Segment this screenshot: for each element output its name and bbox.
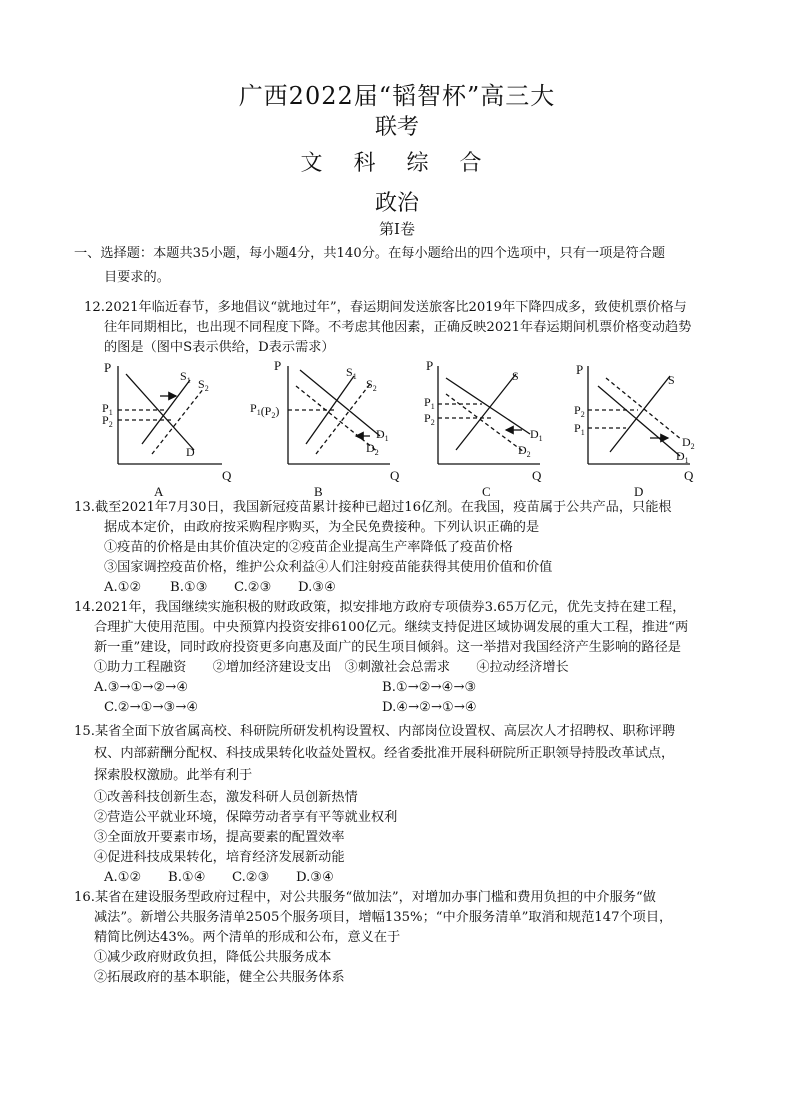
question-14-line: 合理扩大使用范围。中央预算内投资安排6100亿元。继续支持促进区域协调发展的重大工程，推进“两: [94, 620, 689, 635]
exam-title-line2: 联考: [374, 115, 419, 140]
option-b: B.①③: [170, 580, 208, 595]
question-12-line: 的图是（图中S表示供给，D表示需求）: [104, 340, 335, 355]
question-14-line: 14.2021年，我国继续实施积极的财政政策，拟安排地方政府专项债券3.65万亿元，优先支持在建工程，: [74, 600, 686, 615]
axis-p-d: P: [576, 362, 584, 377]
svg-text:P2: $P_2$: [102, 413, 113, 429]
question-13-line: ①疫苗的价格是由其价值决定的②疫苗企业提高生产率降低了疫苗价格: [104, 540, 513, 555]
graph-d: [588, 366, 690, 464]
svg-text:P2: $P_2$: [424, 411, 435, 427]
question-12-line: 往年同期相比，也出现不同程度下降。不考虑其他因素，正确反映2021年春运期间机票价格变动趋势: [104, 320, 692, 335]
part-title: 第Ⅰ卷: [379, 220, 415, 238]
graph-c-label: C: [482, 484, 491, 499]
instructions-line: 一、选择题：本题共35小题，每小题4分，共140分。在每小题给出的四个选项中，只有一项是符合题: [74, 246, 666, 261]
axis-q-a: Q: [222, 468, 232, 483]
graph-b-label: B: [314, 484, 323, 499]
question-16-line: 减法”。新增公共服务清单2505个服务项目，增幅135%；“中介服务清单”取消和规范147个项目，: [94, 910, 673, 925]
option-c: C.②③: [234, 580, 272, 595]
option-a: A.①②: [104, 870, 142, 885]
svg-text:P1(P2): $P_1(P_2)$: [250, 401, 280, 420]
svg-text:D: D: [186, 445, 195, 459]
axis-p-b: P: [274, 358, 282, 373]
axis-q-c: Q: [532, 468, 542, 483]
question-16-line: 精简比例达43%。两个清单的形成和公布，意义在于: [94, 930, 401, 945]
option-b: B.①→②→④→③: [382, 680, 477, 695]
exam-title: 广西2022届“韬智杯”高三大: [238, 82, 556, 110]
svg-text:D2: $D_2$: [518, 443, 531, 459]
axis-q-b: Q: [390, 468, 400, 483]
svg-text:D1: $D_1$: [376, 427, 389, 443]
option-c: C.②③: [232, 870, 270, 885]
axis-p-c: P: [426, 358, 434, 373]
question-15-line: ③全面放开要素市场，提高要素的配置效率: [94, 830, 345, 845]
option-a: A.①②: [104, 580, 142, 595]
svg-text:D2: $D_2$: [366, 441, 379, 457]
option-d: D.④→②→①→④: [382, 700, 477, 715]
svg-text:P1: $P_1$: [102, 401, 113, 417]
question-16-line: ②拓展政府的基本职能，健全公共服务体系: [94, 970, 345, 985]
axis-q-d: Q: [684, 468, 694, 483]
svg-text:S2: $S_2$: [198, 377, 209, 393]
svg-text:S2: $S_2$: [366, 377, 377, 393]
question-13-line: ③国家调控疫苗价格，维护公众利益④人们注射疫苗能获得其使用价值和价值: [104, 560, 553, 575]
question-15-line: ④促进科技成果转化，培育经济发展新动能: [94, 850, 345, 865]
svg-text:D2: $D_2$: [682, 435, 695, 451]
svg-text:S1: $S_1$: [180, 369, 191, 385]
question-12-line: 12.2021年临近春节，多地倡议“就地过年”，春运期间发送旅客比2019年下降四成多，致使机票价格与: [84, 300, 687, 315]
option-c: C.②→①→③→④: [104, 700, 199, 715]
svg-text:S1: $S_1$: [346, 365, 357, 381]
axis-p-a: P: [104, 360, 112, 375]
graph-d-label: D: [634, 484, 644, 499]
question-13-line: 据成本定价，由政府按采购程序购买，为全民免费接种。下列认识正确的是: [104, 520, 540, 535]
svg-text:P1: $P_1$: [574, 421, 585, 437]
svg-text:P1: $P_1$: [424, 395, 435, 411]
question-15-line: 15.某省全面下放省属高校、科研院所研发机构设置权、内部岗位设置权、高层次人才招聘权、职称评聘: [74, 724, 676, 739]
graph-a: [118, 366, 222, 464]
question-15-line: ②营造公平就业环境，保障劳动者享有平等就业权利: [94, 810, 398, 825]
svg-text:D1: $D_1$: [530, 427, 543, 443]
option-d: D.③④: [298, 580, 336, 595]
question-14-line: ①助力工程融资 ②增加经济建设支出 ③刺激社会总需求 ④拉动经济增长: [94, 660, 569, 675]
question-14-line: 新一重”建设，同时政府投资更多向惠及面广的民生项目倾斜。这一举措对我国经济产生影响的路径是: [94, 640, 681, 655]
option-a: A.③→①→②→④: [94, 680, 189, 695]
instructions-line: 目要求的。: [104, 270, 170, 285]
graph-a-label: A: [154, 484, 164, 499]
question-16-line: ①减少政府财政负担，降低公共服务成本: [94, 950, 332, 965]
svg-text:P2: $P_2$: [574, 403, 585, 419]
option-d: D.③④: [296, 870, 334, 885]
option-b: B.①④: [168, 870, 206, 885]
svg-text:S: S: [668, 373, 675, 387]
question-15-line: 权、内部薪酬分配权、科技成果转化收益处置权。经省委批准开展科研院所正职领导持股改革试点，: [94, 746, 675, 761]
question-15-line: ①改善科技创新生态，激发科研人员创新热情: [94, 790, 358, 805]
svg-text:D1: $D_1$: [676, 449, 689, 465]
supply-demand-graphs: [90, 356, 710, 500]
svg-text:S: S: [512, 369, 519, 383]
question-13-line: 13.截至2021年7月30日，我国新冠疫苗累计接种已超过16亿剂。在我国，疫苗属于公共产品，只能根: [74, 500, 672, 515]
question-15-line: 探索股权激励。此举有利于: [94, 768, 253, 783]
subject-title: 文 科 综 合: [300, 151, 494, 176]
section-title: 政治: [374, 191, 419, 216]
question-16-line: 16.某省在建设服务型政府过程中，对公共服务“做加法”，对增加办事门槛和费用负担的中介服务“做: [74, 890, 656, 905]
